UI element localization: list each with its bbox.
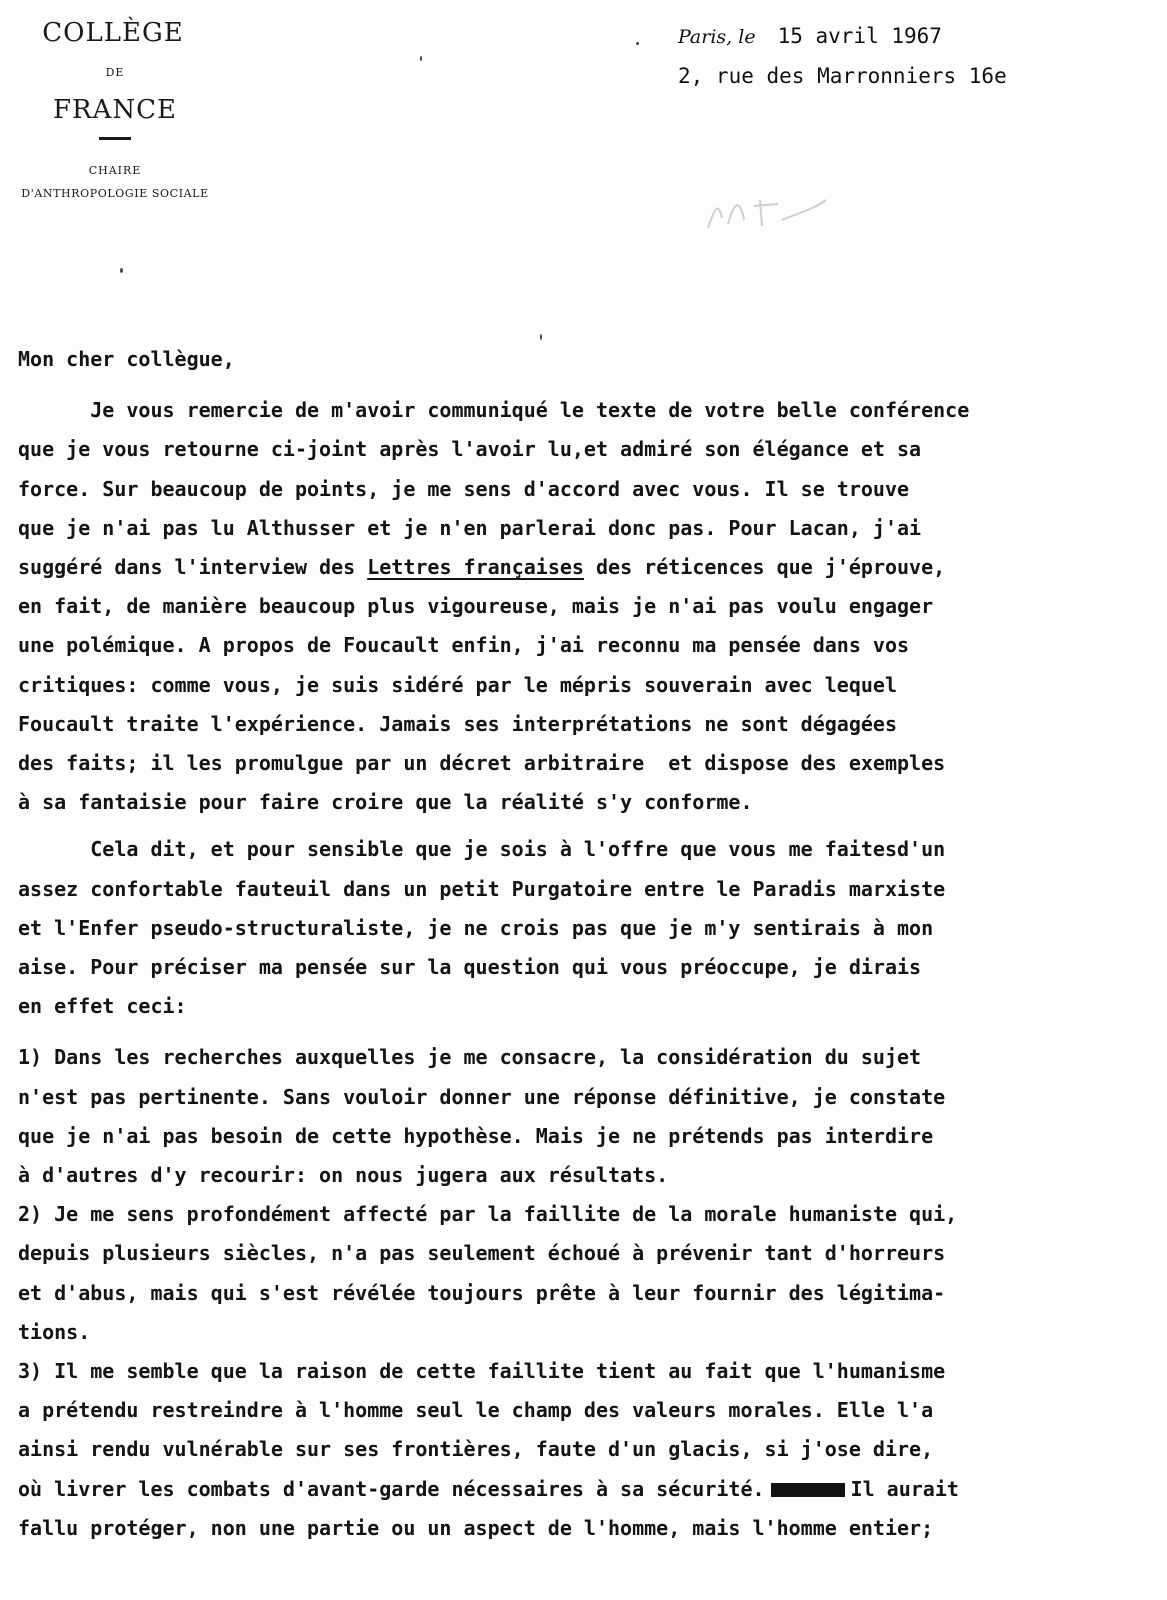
letter-date: 15 avril 1967 bbox=[777, 24, 942, 48]
redaction-mark bbox=[771, 1483, 845, 1497]
letter-line: en effet ceci: bbox=[18, 994, 187, 1019]
line-text: où livrer les combats d'avant-garde nécessaires à sa sécurité. bbox=[18, 1476, 765, 1501]
line-text: Il aurait bbox=[850, 1476, 959, 1501]
letter-line: force. Sur beaucoup de points, je me sens d'accord avec vous. Il se trouve bbox=[18, 476, 910, 501]
letter-line bbox=[18, 1470, 1138, 1509]
sender-address: 2, rue des Marronniers 16e bbox=[678, 64, 1007, 88]
place-label: Paris, le bbox=[678, 26, 756, 48]
point-line: 1) Dans les recherches auxquelles je me consacre, la considération du sujet bbox=[18, 1045, 922, 1070]
letter-line: fallu protéger, non une partie ou un aspect de l'homme, mais l'homme entier; bbox=[18, 1515, 934, 1540]
paper-speck bbox=[420, 56, 422, 61]
letter-line: en fait, de manière beaucoup plus vigoureuse, mais je n'ai pas voulu engager bbox=[18, 594, 934, 619]
point-line: à d'autres d'y recourir: on nous jugera aux résultats. bbox=[18, 1163, 669, 1188]
letter-line: Cela dit, et pour sensible que je sois à l'offre que vous me faitesd'un bbox=[18, 837, 946, 862]
letter-line: aise. Pour préciser ma pensée sur la question qui vous préoccupe, je dirais bbox=[18, 955, 922, 980]
letter-line: des faits; il les promulgue par un décret arbitraire et dispose des exemples bbox=[18, 751, 946, 776]
line-text: des réticences que j'éprouve, bbox=[583, 555, 946, 580]
point-line: 2) Je me sens profondément affecté par la faillite de la morale humaniste qui, bbox=[18, 1202, 958, 1227]
letter-line: à sa fantaisie pour faire croire que la réalité s'y conforme. bbox=[18, 790, 753, 815]
letter-line: Foucault traite l'expérience. Jamais ses interprétations ne sont dégagées bbox=[18, 711, 897, 736]
letter-line: assez confortable fauteuil dans un petit Purgatoire entre le Paradis marxiste bbox=[18, 876, 946, 901]
point-line: n'est pas pertinente. Sans vouloir donner une réponse définitive, je constate bbox=[18, 1084, 946, 1109]
letter-line bbox=[18, 548, 1138, 587]
letterhead-college: COLLÈGE bbox=[42, 18, 184, 48]
paper-speck bbox=[120, 268, 123, 273]
letter-line: Je vous remercie de m'avoir communiqué le texte de votre belle conférence bbox=[18, 398, 970, 423]
letterhead-france: FRANCE bbox=[52, 95, 177, 125]
point-line: 3) Il me semble que la raison de cette faillite tient au fait que l'humanisme bbox=[18, 1359, 946, 1384]
point-line: et d'abus, mais qui s'est révélée toujours prête à leur fournir des légitima- bbox=[18, 1280, 946, 1305]
letter-body bbox=[18, 340, 1138, 1548]
letterhead-chaire: CHAIRE bbox=[88, 164, 142, 177]
line-text: suggéré dans l'interview des bbox=[18, 555, 368, 580]
salutation: Mon cher collègue, bbox=[18, 347, 235, 371]
paper-speck bbox=[636, 42, 639, 45]
letter-line: que je vous retourne ci-joint après l'avoir lu,et admiré son élégance et sa bbox=[18, 437, 922, 462]
point-line: a prétendu restreindre à l'homme seul le champ des valeurs morales. Elle l'a bbox=[18, 1398, 934, 1423]
point-line: depuis plusieurs siècles, n'a pas seulement échoué à prévenir tant d'horreurs bbox=[18, 1241, 946, 1266]
letterhead-department: D'ANTHROPOLOGIE SOCIALE bbox=[21, 187, 209, 200]
letterhead bbox=[0, 18, 230, 200]
letter-line: et l'Enfer pseudo-structuraliste, je ne crois pas que je m'y sentirais à mon bbox=[18, 915, 934, 940]
journal-title: Lettres françaises bbox=[367, 555, 584, 580]
letter-line: critiques: comme vous, je suis sidéré par le mépris souverain avec lequel bbox=[18, 672, 897, 697]
letter-line: que je n'ai pas lu Althusser et je n'en parlerai donc pas. Pour Lacan, j'ai bbox=[18, 515, 922, 540]
point-line: tions. bbox=[18, 1319, 91, 1344]
point-line: ainsi rendu vulnérable sur ses frontières, faute d'un glacis, si j'ose dire, bbox=[18, 1437, 934, 1462]
faint-stamp-mark bbox=[700, 180, 850, 240]
point-line: que je n'ai pas besoin de cette hypothèse. Mais je ne prétends pas interdire bbox=[18, 1123, 934, 1148]
dateline bbox=[678, 24, 942, 48]
letterhead-rule bbox=[99, 137, 131, 140]
letterhead-de: DE bbox=[105, 66, 125, 79]
letter-line: une polémique. A propos de Foucault enfin, j'ai reconnu ma pensée dans vos bbox=[18, 633, 910, 658]
